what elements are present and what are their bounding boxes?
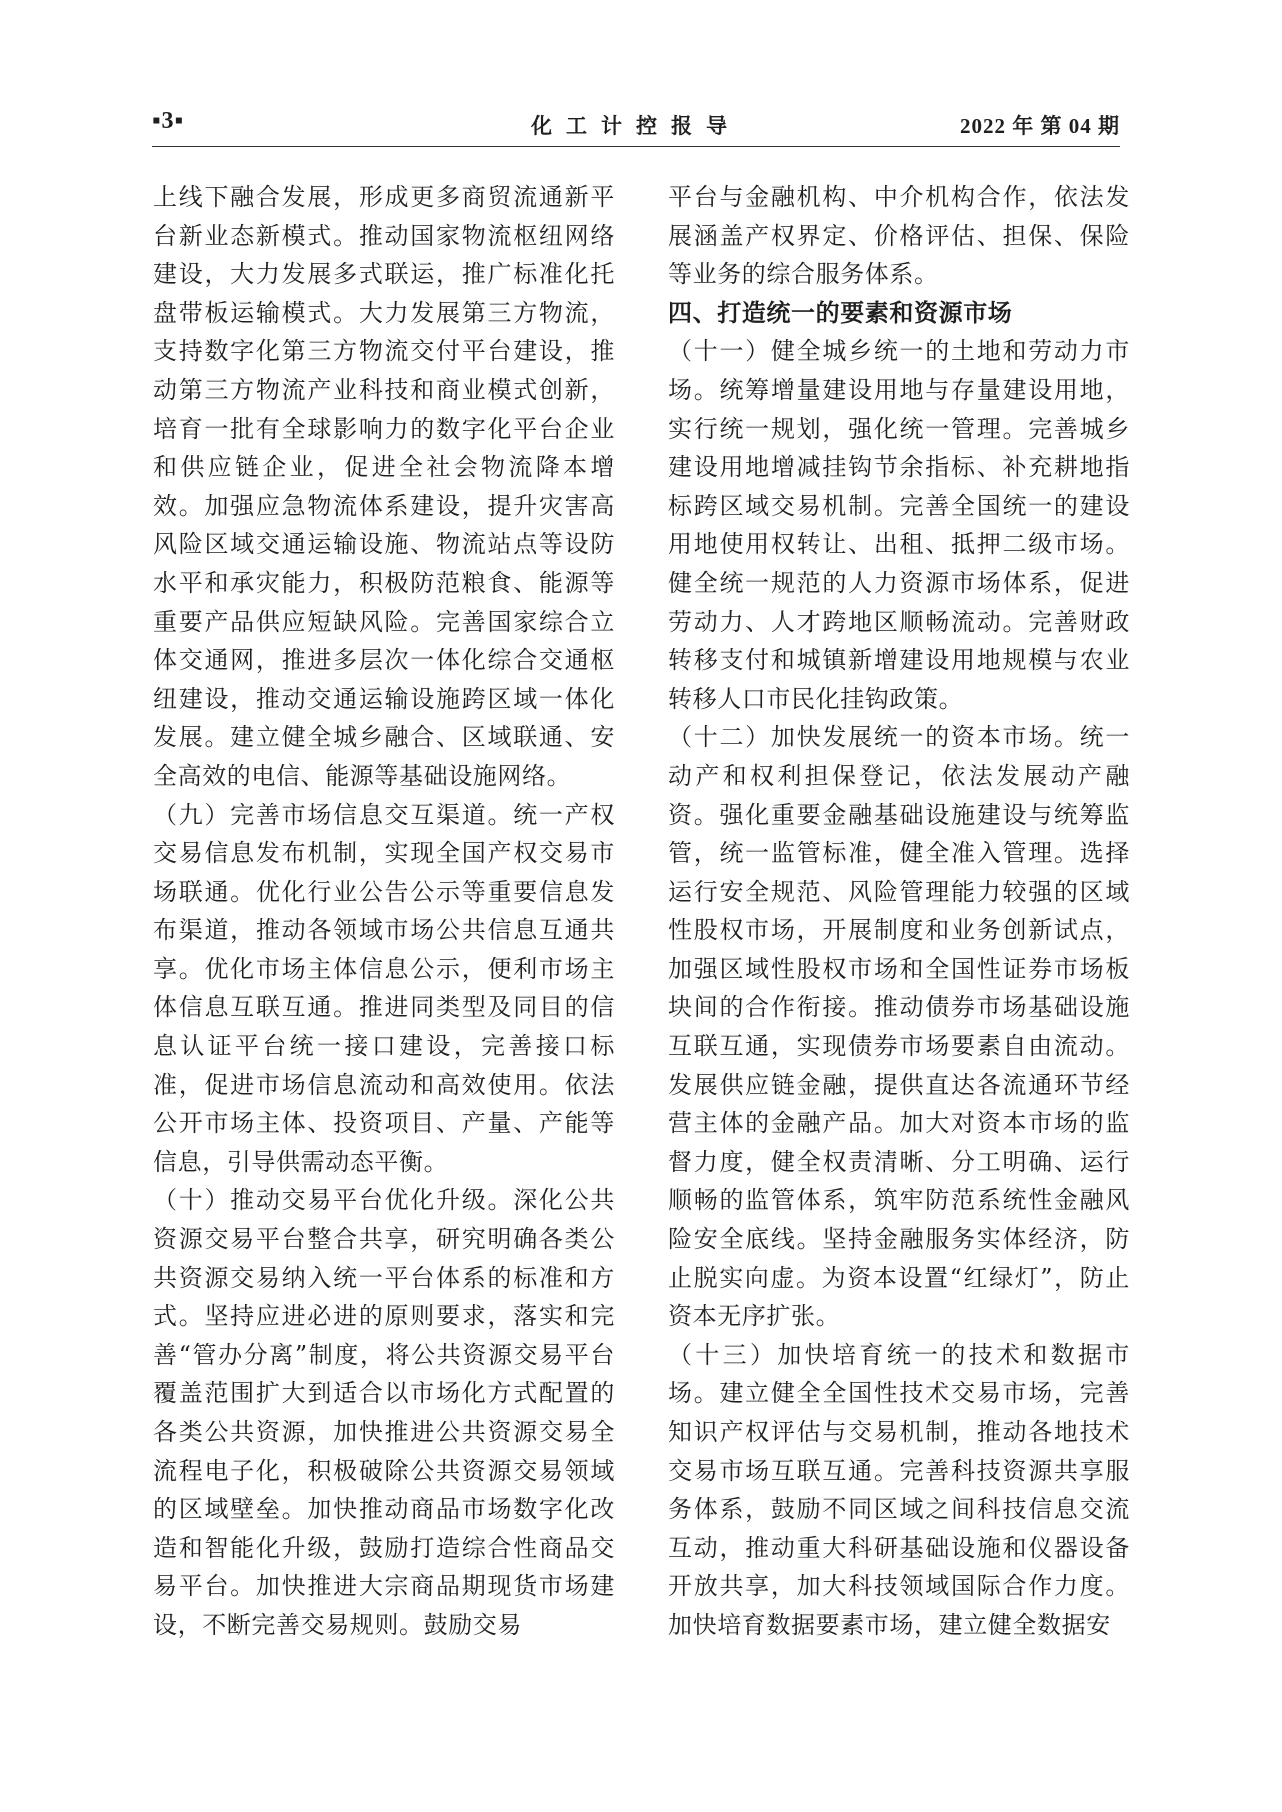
section-heading: 四、打造统一的要素和资源市场	[668, 297, 1013, 327]
paragraph: （十）推动交易平台优化升级。深化公共资源交易平台整合共享，研究明确各类公共资源交易纳入统一平台体系的标准和方式。坚持应进必进的原则要求，落实和完善“管办分离”制度，将公共资源交易平台覆盖范围扩大到适合以市场化方式配置的各类公共资源，加快推进公共资源交易全流程电子化，积极破除公共资源交易领域的区域壁垒。加快推动商品市场数字化改造和智能化升级，鼓励打造综合性商品交易平台。加快推进大宗商品期现货市场建设，不断完善交易规则。鼓励交易	[153, 1186, 615, 1639]
page-header	[152, 100, 1120, 147]
paragraph: （九）完善市场信息交互渠道。统一产权交易信息发布机制，实现全国产权交易市场联通。优化行业公告公示等重要信息发布渠道，推动各领域市场公共信息互通共享。优化市场主体信息公示，便利市场主体信息互联互通。推进同类型及同目的信息认证平台统一接口建设，完善接口标准，促进市场信息流动和高效使用。依法公开市场主体、投资项目、产量、产能等信息，引导供需动态平衡。	[153, 800, 615, 1176]
page-number: ▪3▪	[152, 108, 185, 134]
right-column	[668, 178, 1130, 1645]
paragraph: 上线下融合发展，形成更多商贸流通新平台新业态新模式。推动国家物流枢纽网络建设，大力发展多式联运，推广标准化托盘带板运输模式。大力发展第三方物流，支持数字化第三方物流交付平台建设，推动第三方物流产业科技和商业模式创新，培育一批有全球影响力的数字化平台企业和供应链企业，促进全社会物流降本增效。加强应急物流体系建设，提升灾害高风险区域交通运输设施、物流站点等设防水平和承灾能力，积极防范粮食、能源等重要产品供应短缺风险。完善国家综合立体交通网，推进多层次一体化综合交通枢纽建设，推动交通运输设施跨区域一体化发展。建立健全城乡融合、区域联通、安全高效的电信、能源等基础设施网络。	[153, 183, 615, 790]
left-column	[153, 178, 615, 1645]
paragraph: （十三）加快培育统一的技术和数据市场。建立健全全国性技术交易市场，完善知识产权评估与交易机制，推动各地技术交易市场互联互通。完善科技资源共享服务体系，鼓励不同区域之间科技信息交流互动，推动重大科研基础设施和仪器设备开放共享，加大科技领域国际合作力度。加快培育数据要素市场，建立健全数据安	[668, 1340, 1130, 1639]
issue-label: 2022 年 第 04 期	[960, 114, 1120, 138]
paragraph: （十一）健全城乡统一的土地和劳动力市场。统筹增量建设用地与存量建设用地，实行统一规划，强化统一管理。完善城乡建设用地增减挂钩节余指标、补充耕地指标跨区域交易机制。完善全国统一的建设用地使用权转让、出租、抵押二级市场。健全统一规范的人力资源市场体系，促进劳动力、人才跨地区顺畅流动。完善财政转移支付和城镇新增建设用地规模与农业转移人口市民化挂钩政策。	[668, 337, 1130, 713]
paragraph: （十二）加快发展统一的资本市场。统一动产和权利担保登记，依法发展动产融资。强化重要金融基础设施建设与统筹监管，统一监管标准，健全准入管理。选择运行安全规范、风险管理能力较强的区域性股权市场，开展制度和业务创新试点，加强区域性股权市场和全国性证券市场板块间的合作衔接。推动债券市场基础设施互联互通，实现债券市场要素自由流动。发展供应链金融，提供直达各流通环节经营主体的金融产品。加大对资本市场的监督力度，健全权责清晰、分工明确、运行顺畅的监管体系，筑牢防范系统性金融风险安全底线。坚持金融服务实体经济，防止脱实向虚。为资本设置“红绿灯”，防止资本无序扩张。	[668, 723, 1130, 1331]
journal-title: 化工计控报导	[531, 114, 741, 138]
paragraph: 平台与金融机构、中介机构合作，依法发展涵盖产权界定、价格评估、担保、保险等业务的综合服务体系。	[668, 183, 1130, 289]
